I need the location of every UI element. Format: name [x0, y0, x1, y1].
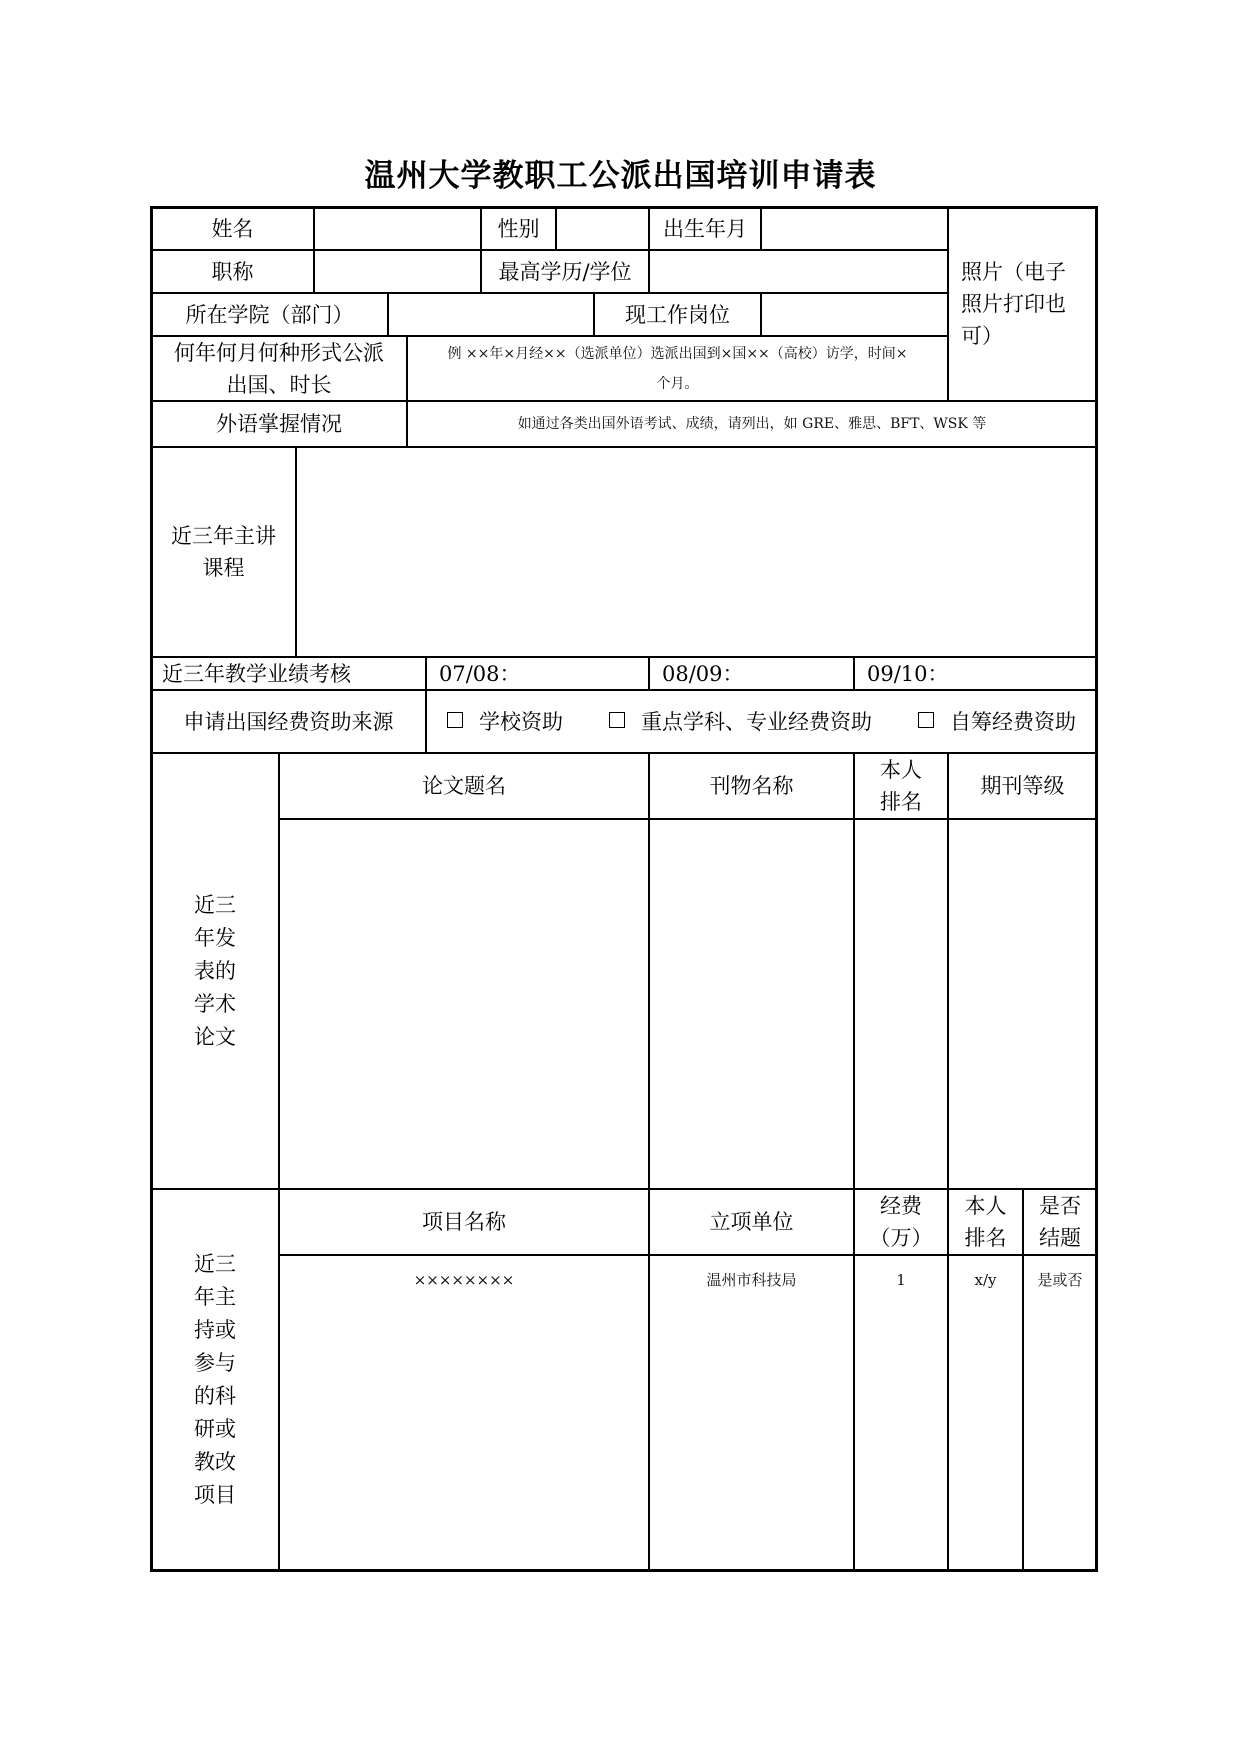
papers-col-rank [855, 754, 947, 818]
label-language: 外语掌握情况 [216, 412, 342, 436]
when-how-field[interactable] [408, 337, 947, 400]
label-papers [152, 754, 278, 1188]
projects-col-fund-line2: （万） [869, 1226, 933, 1250]
funding-options [427, 691, 1096, 752]
papers-col-rank-line1: 本人 [880, 758, 922, 782]
label-courses [152, 448, 295, 656]
label-projects-line: 项目 [194, 1483, 236, 1507]
label-name: 姓名 [211, 216, 254, 241]
label-projects-line: 年主 [194, 1285, 236, 1309]
label-papers-line: 表的 [194, 958, 236, 983]
projects-col-unit: 立项单位 [709, 1210, 794, 1234]
label-projects-line: 的科 [194, 1384, 236, 1408]
funding-option-self-label: 自筹经费资助 [950, 709, 1076, 734]
label-projects-line: 参与 [194, 1351, 236, 1375]
form-title: 温州大学教职工公派出国培训申请表 [364, 158, 877, 194]
projects-col-rank [949, 1190, 1022, 1254]
job-title-field[interactable] [315, 251, 480, 292]
label-when-how [152, 337, 406, 400]
funding-option-self[interactable] [918, 706, 1076, 738]
projects-col-done-line2: 结题 [1039, 1226, 1081, 1250]
papers-rank-field[interactable] [855, 820, 947, 1188]
label-gender: 性别 [497, 216, 540, 241]
label-projects-line: 教改 [194, 1450, 236, 1474]
papers-level-field[interactable] [949, 820, 1096, 1188]
checkbox-icon[interactable] [609, 712, 625, 728]
assessment-year3[interactable]: 09/10： [867, 661, 949, 686]
projects-col-done-line1: 是否 [1039, 1194, 1081, 1218]
name-field[interactable] [315, 208, 480, 249]
label-projects-line: 持或 [194, 1318, 236, 1342]
papers-title-field[interactable] [280, 820, 648, 1188]
funding-option-discipline-label: 重点学科、专业经费资助 [641, 709, 872, 734]
label-post: 现工作岗位 [625, 302, 730, 327]
label-papers-line: 学术 [194, 991, 236, 1016]
language-field[interactable]: 如通过各类出国外语考试、成绩，请列出，如 GRE、雅思、BFT、WSK 等 [517, 416, 987, 432]
post-field[interactable] [762, 294, 947, 335]
papers-journal-field[interactable] [650, 820, 853, 1188]
gender-field[interactable] [557, 208, 648, 249]
label-courses-line2: 课程 [202, 556, 245, 580]
funding-option-school-label: 学校资助 [479, 709, 563, 734]
papers-col-title: 论文题名 [422, 774, 506, 798]
projects-col-fund [855, 1190, 947, 1254]
when-how-example-line2: 个月。 [656, 375, 699, 392]
papers-col-level: 期刊等级 [980, 774, 1065, 798]
projects-fund-field[interactable]: 1 [896, 1271, 906, 1289]
degree-field[interactable] [650, 251, 947, 292]
papers-col-rank-line2: 排名 [880, 790, 922, 814]
label-birth: 出生年月 [663, 216, 747, 241]
birth-field[interactable] [762, 208, 947, 249]
projects-rank-field[interactable]: x/y [974, 1271, 997, 1289]
papers-col-journal: 刊物名称 [709, 774, 794, 798]
label-when-how-line1: 何年何月何种形式公派 [174, 340, 384, 365]
label-assessment: 近三年教学业绩考核 [162, 661, 351, 686]
projects-unit-field[interactable]: 温州市科技局 [706, 1271, 797, 1289]
assessment-year2[interactable]: 08/09： [662, 661, 744, 686]
label-funding: 申请出国经费资助来源 [183, 709, 394, 734]
projects-col-name: 项目名称 [422, 1210, 506, 1234]
projects-name-field[interactable]: ×××××××× [413, 1271, 515, 1289]
label-courses-line1: 近三年主讲 [171, 524, 276, 548]
projects-done-field[interactable]: 是或否 [1037, 1271, 1083, 1289]
funding-option-discipline[interactable] [609, 706, 872, 738]
projects-col-rank-line1: 本人 [964, 1194, 1007, 1218]
photo-area[interactable]: 照片（电子照片打印也可） [961, 260, 1066, 348]
label-papers-line: 近三 [194, 892, 236, 917]
checkbox-icon[interactable] [447, 712, 463, 728]
label-projects-line: 近三 [194, 1252, 236, 1276]
projects-col-fund-line1: 经费 [880, 1194, 922, 1218]
projects-col-done [1024, 1190, 1096, 1254]
label-department: 所在学院（部门） [185, 302, 354, 327]
label-papers-line: 论文 [194, 1024, 236, 1049]
label-degree: 最高学历/学位 [498, 259, 632, 284]
assessment-year1[interactable]: 07/08： [439, 661, 521, 686]
label-when-how-line2: 出国、时长 [226, 372, 332, 397]
label-projects [152, 1190, 278, 1570]
checkbox-icon[interactable] [918, 712, 934, 728]
when-how-example-line1: 例 ××年×月经××（选派单位）选派出国到×国××（高校）访学，时间× [447, 345, 908, 362]
department-field[interactable] [389, 294, 593, 335]
courses-field[interactable] [297, 448, 1096, 656]
label-projects-line: 研或 [194, 1417, 236, 1441]
label-papers-line: 年发 [194, 925, 236, 950]
projects-col-rank-line2: 排名 [964, 1226, 1007, 1250]
label-job-title: 职称 [211, 259, 254, 284]
funding-option-school[interactable] [447, 706, 563, 738]
